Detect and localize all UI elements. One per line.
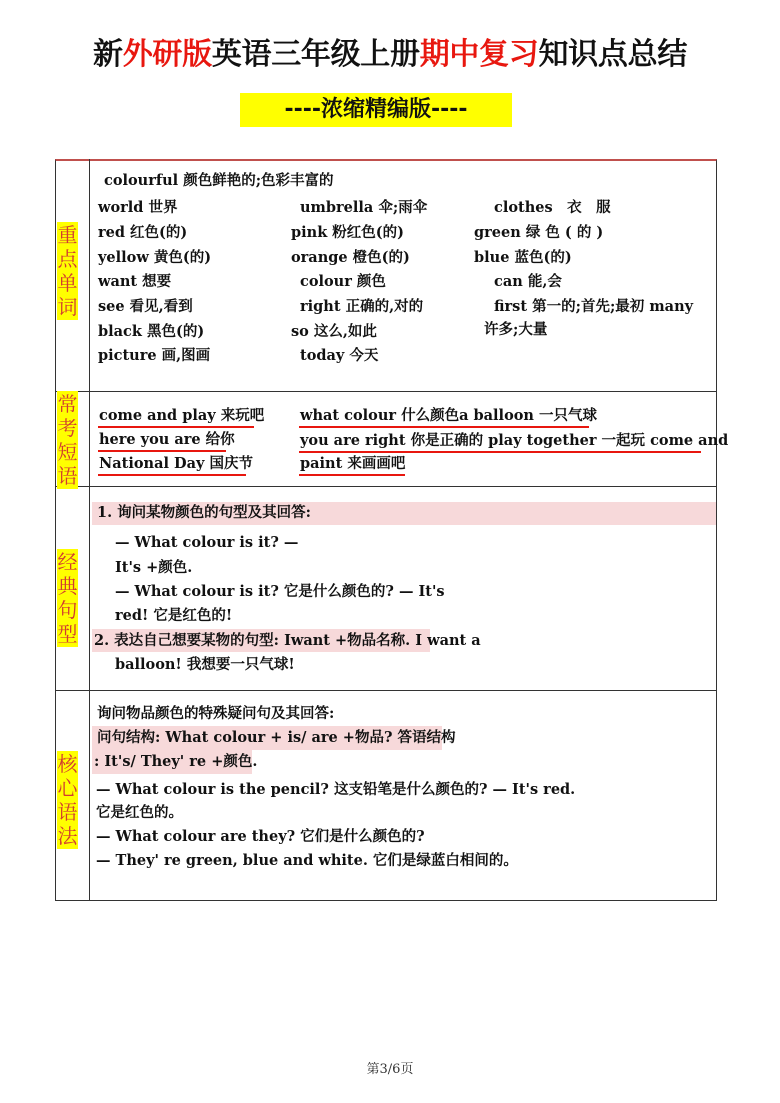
vocab-item: clothes 衣 服 xyxy=(494,199,611,216)
vocab-item: today 今天 xyxy=(300,347,379,364)
phrase-item: paint 来画画吧 xyxy=(300,455,406,472)
phrase-item: come and play 来玩吧 xyxy=(99,407,265,424)
vocab-item: orange 橙色(的) xyxy=(291,249,410,266)
page-title: 新外研版英语三年级上册期中复习知识点总结 xyxy=(92,37,688,72)
subtitle-banner: ----浓缩精编版---- xyxy=(240,93,512,127)
vocab-item: 许多;大量 xyxy=(484,321,548,338)
vocab-item: right 正确的,对的 xyxy=(300,298,424,315)
vocab-item: can 能,会 xyxy=(494,273,562,290)
vocab-item: see 看见,看到 xyxy=(98,298,193,315)
vocab-item: pink 粉红色(的) xyxy=(291,224,405,241)
vocab-item: colour 颜色 xyxy=(300,273,386,290)
vocab-item: colourful 颜色鲜艳的;色彩丰富的 xyxy=(104,172,334,189)
red-underline xyxy=(299,426,589,428)
section-label-phrases: 常考短语 xyxy=(57,392,78,488)
grammar-line: 它是红色的。 xyxy=(96,804,183,821)
sentence-line: 2. 表达自己想要某物的句型: Iwant +物品名称. I want a xyxy=(94,632,481,649)
grammar-line: : It's/ They' re +颜色. xyxy=(94,753,258,770)
red-underline xyxy=(299,474,405,476)
sentence-line: — What colour is it? 它是什么颜色的? — It's xyxy=(115,583,445,600)
row-divider xyxy=(55,391,717,392)
row-divider xyxy=(55,486,717,487)
row-divider xyxy=(55,690,717,691)
vocab-item: black 黑色(的) xyxy=(98,323,205,340)
grammar-line: — What colour is the pencil? 这支铅笔是什么颜色的? — It's red. xyxy=(96,781,576,798)
red-underline xyxy=(98,474,246,476)
vocab-item: picture 画,图画 xyxy=(98,347,211,364)
sentence-line: — What colour is it? — xyxy=(115,534,299,551)
vocab-item: so 这么,如此 xyxy=(291,323,377,340)
sentence-line: 1. 询问某物颜色的句型及其回答: xyxy=(97,504,312,521)
section-label-sentences: 经典句型 xyxy=(57,550,78,646)
phrase-item: here you are 给你 xyxy=(99,431,235,448)
phrase-item: what colour 什么颜色a balloon 一只气球 xyxy=(300,407,598,424)
grammar-line: — What colour are they? 它们是什么颜色的? xyxy=(96,828,425,845)
grammar-line: 问句结构: What colour + is/ are +物品? 答语结构 xyxy=(97,729,456,746)
sentence-line: It's +颜色. xyxy=(115,559,193,576)
red-underline xyxy=(299,451,701,453)
sentence-line: balloon! 我想要一只气球! xyxy=(115,656,295,673)
vocab-item: yellow 黄色(的) xyxy=(98,249,212,266)
label-column-divider xyxy=(89,159,90,901)
vocab-item: want 想要 xyxy=(98,273,172,290)
phrase-item: you are right 你是正确的 play together 一起玩 come and xyxy=(300,432,729,449)
section-label-grammar: 核心语法 xyxy=(57,752,78,848)
page-number: 第3/6页 xyxy=(366,1062,414,1077)
vocab-item: red 红色(的) xyxy=(98,224,188,241)
vocab-item: green 绿 色 ( 的 ) xyxy=(474,224,604,241)
section-label-vocab: 重点单词 xyxy=(57,223,78,319)
vocab-item: first 第一的;首先;最初 many xyxy=(494,298,694,315)
sentence-line: red! 它是红色的! xyxy=(115,607,233,624)
grammar-line: 询问物品颜色的特殊疑问句及其回答: xyxy=(97,705,335,722)
vocab-item: umbrella 伞;雨伞 xyxy=(300,199,428,216)
red-underline xyxy=(98,450,226,452)
grammar-line: — They' re green, blue and white. 它们是绿蓝白相间的。 xyxy=(96,852,518,869)
vocab-item: blue 蓝色(的) xyxy=(474,249,572,266)
vocab-item: world 世界 xyxy=(98,199,178,216)
red-underline xyxy=(98,426,254,428)
phrase-item: National Day 国庆节 xyxy=(99,455,253,472)
